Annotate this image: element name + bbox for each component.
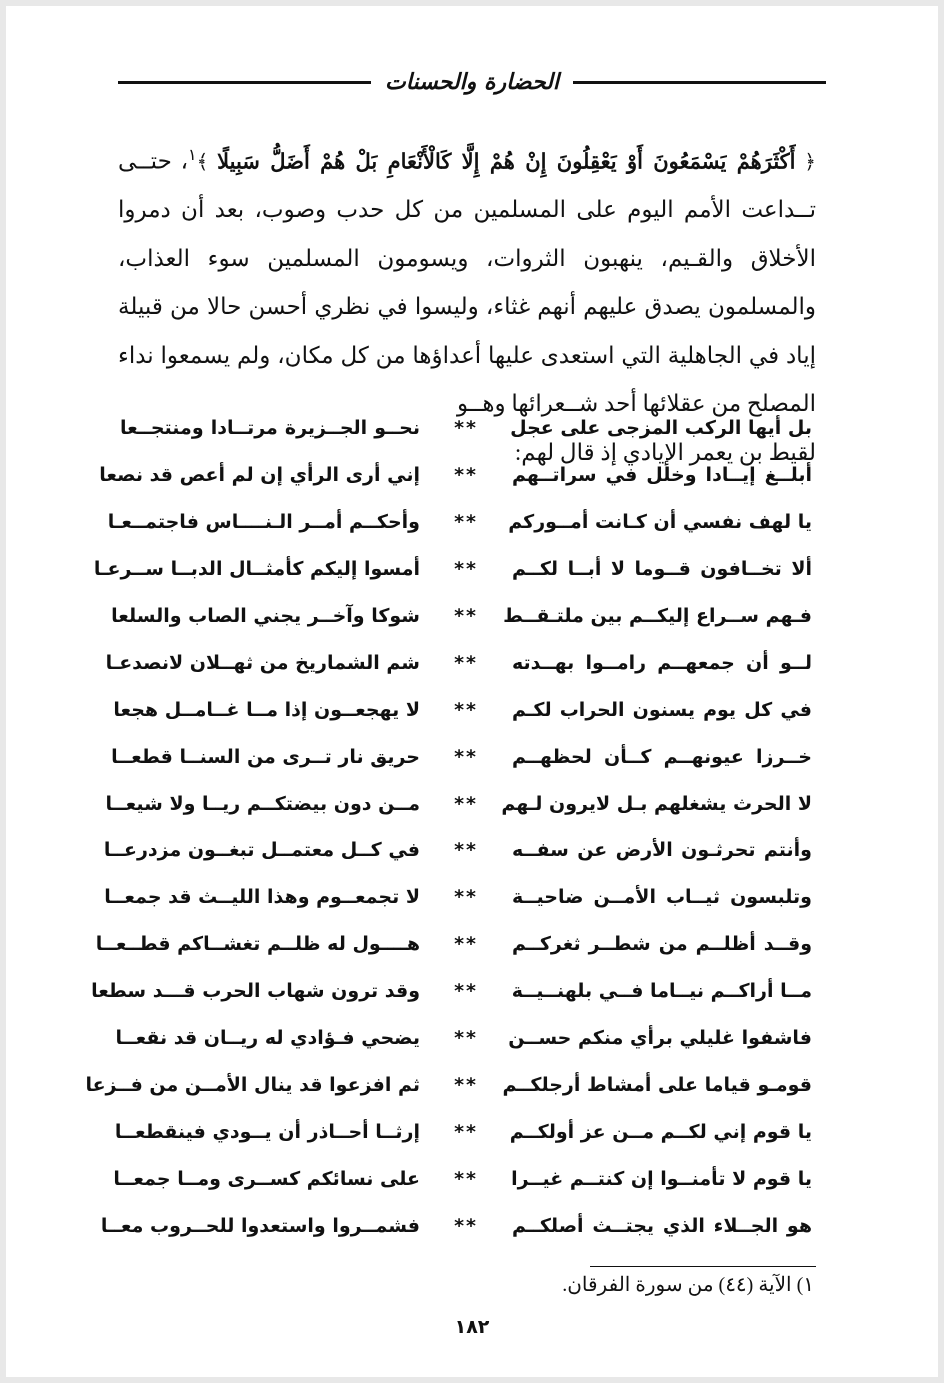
verse-separator: ** [454,1214,478,1237]
verse-separator: ** [454,886,478,909]
verse-separator: ** [454,511,478,534]
verse-first-hemistich: وتلبسون ثيــاب الأمــن ضاحيــة [512,886,812,909]
poem-lead-line: لقيط بن يعمر الإيادي إذ قال لهم: [514,439,816,465]
verse-row [111,733,812,780]
intro-text: ، حتــى تــداعت الأمم اليوم على المسلمين من كل حدب وصوب، بعد أن دمروا الأخلاق والقـيم، ينهبون الثروات، ويسومون المسلمين سوء العذاب، والمسلمون يصدق عليهم أنهم غثاء، وليسوا في نظري أحسن حالا من قبيلة إياد في الجاهلية التي استعدى عليها أعداؤها من كل مكان، ولم يسمعوا نداء المصلح من عقلائها أحد شــعرائها وهــو [118,148,816,417]
verse-first-hemistich: فـهم ســراع إليكــم بين ملتـقــط [503,605,812,627]
verse-second-hemistich: لا تجمعــوم وهذا الليــث قد جمعــا [104,886,420,909]
verse-separator: ** [454,792,478,815]
verse-separator: ** [454,1167,478,1190]
verse-second-hemistich: ثم افزعوا قد ينال الأمــن من فــزعا [85,1073,420,1096]
page-number: ١٨٢ [454,1316,490,1338]
quran-bracket-close: ﴾ [196,149,209,174]
footnote: ١) الآية (٤٤) من سورة الفرقان. [562,1274,814,1296]
verse-first-hemistich: خــرزا عيونهــم كــأن لحظهــم [512,745,812,768]
verse-row [95,921,812,968]
poem [85,405,812,1249]
verse-second-hemistich: إرثــا أحــاذر أن يــودي فينقطعــا [114,1120,420,1143]
verse-second-hemistich: إني أرى الرأي إن لم أعص قد نصعا [99,464,420,487]
footnote-rule [590,1266,816,1267]
verse-first-hemistich: يا قوم إني لكــم مــن عز أولكــم [509,1120,812,1143]
verse-second-hemistich: في كــل معتمــل تبغــون مزدرعــا [103,839,420,862]
verse-row [91,968,812,1015]
verse-separator: ** [454,558,478,581]
verse-row [113,1155,812,1202]
verse-first-hemistich: يا قوم لا تأمنــوا إن كنتــم غيــرا [511,1167,812,1190]
verse-row [103,827,812,874]
verse-row [99,452,812,499]
verse-separator: ** [454,698,478,721]
verse-row [85,1061,812,1108]
verse-row [100,1202,812,1249]
verse-separator: ** [454,417,478,440]
quran-bracket-open: ﴿ [804,149,817,174]
verse-separator: ** [454,933,478,956]
header-rule-right [573,81,826,84]
header-rule-left [118,81,371,84]
verse-row [113,686,812,733]
verse-second-hemistich: فشمــروا واستعدوا للحــروب معــا [100,1214,420,1237]
verse-row [114,1108,812,1155]
verse-row [93,546,812,593]
verse-row [111,593,812,640]
verse-second-hemistich: نحــو الجــزيرة مرتــادا ومنتجــعا [120,417,420,440]
verse-separator: ** [454,1027,478,1050]
verse-first-hemistich: في كل يوم يسنون الحراب لكـم [512,698,812,721]
verse-row [104,874,812,921]
verse-separator: ** [454,1120,478,1143]
footnote-reference: ١ [188,147,197,164]
verse-separator: ** [454,839,478,862]
verse-separator: ** [454,980,478,1003]
verse-row [120,405,812,452]
verse-second-hemistich: مــن دون بيضتكــم ريــا ولا شيعــا [105,792,420,815]
verse-second-hemistich: وأحكــم أمــر الـنــــاس فاجتمــعـا [107,511,420,534]
verse-first-hemistich: فاشفوا غليلي برأي منكم حســن [508,1027,812,1050]
verse-first-hemistich: يا لهف نفسي أن كـانت أمــوركم [508,511,812,534]
verse-first-hemistich: لا الحرث يشغلهم بـل لايرون لـهم [501,792,812,815]
verse-first-hemistich: قومـو قياما على أمشاط أرجلكــم [502,1073,812,1096]
verse-second-hemistich: على نسائكم كســرى ومــا جمعــا [113,1167,420,1190]
verse-first-hemistich: لــو أن جمعهــم رامــوا بهــدته [512,651,812,674]
verse-second-hemistich: يضحي فـؤادي له ريــان قد نقعــا [115,1027,420,1050]
verse-separator: ** [454,464,478,487]
verse-separator: ** [454,651,478,674]
verse-second-hemistich: شوكا وآخــر يجني الصاب والسلعا [111,605,420,627]
verse-first-hemistich: مــا أراكــم نيــاما فــي بلهنــيــة [511,980,812,1003]
verse-separator: ** [454,605,478,627]
verse-first-hemistich: أبلــغ إيــادا وخلل في سراتــهم [512,464,812,487]
verse-first-hemistich: ألا تخــافون قــوما لا أبــا لكــم [512,558,812,581]
verse-second-hemistich: لا يهجعــون إذا مــا غــامــل هجعا [113,698,420,721]
verse-first-hemistich: هو الجــلاء الذي يجتــث أصلكــم [512,1214,812,1237]
verse-second-hemistich: وقد ترون شهاب الحرب قـــد سطعا [91,980,420,1003]
verse-second-hemistich: شم الشماريخ من ثهــلان لانصدعـا [105,651,420,674]
verse-second-hemistich: حريق نار تــرى من السنــا قطعــا [111,745,420,768]
verse-separator: ** [454,1073,478,1096]
verse-row [105,639,812,686]
verse-row [115,1015,812,1062]
verse-first-hemistich: بل أيها الركب المزجى على عجل [510,417,812,440]
verse-second-hemistich: أمسوا إليكم كأمثــال الدبــا ســرعـا [93,558,420,581]
verse-separator: ** [454,745,478,768]
intro-body [118,132,816,429]
verse-row [105,780,812,827]
running-title: الحضارة والحسنات [385,69,559,95]
verse-first-hemistich: وأنتم تحرثـون الأرض عن سفــه [512,839,812,862]
verse-first-hemistich: وقــد أظلــم من شطــر ثغركــم [512,933,812,956]
quran-quote: أَكْثَرَهُمْ يَسْمَعُونَ أَوْ يَعْقِلُونَ إِنْ هُمْ إِلَّا كَالْأَنْعَامِ بَلْ هُمْ أَضَلُّ سَبِيلًا [217,148,796,174]
verse-second-hemistich: هــــول له ظلــم تغشــاكم قطــعــا [95,933,420,956]
page-header [118,62,826,102]
verse-row [107,499,812,546]
